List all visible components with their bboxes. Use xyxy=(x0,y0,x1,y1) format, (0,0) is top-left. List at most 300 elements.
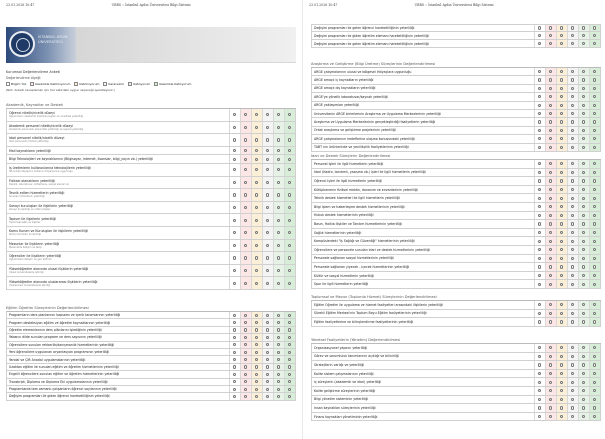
radio-icon[interactable] xyxy=(593,265,596,268)
answer-cell[interactable] xyxy=(578,186,589,194)
answer-cell[interactable] xyxy=(556,272,567,280)
answer-cell[interactable] xyxy=(262,134,273,146)
answer-cell[interactable] xyxy=(273,319,284,325)
answer-cell[interactable] xyxy=(534,404,545,412)
answer-cell[interactable] xyxy=(262,240,273,252)
radio-icon[interactable] xyxy=(549,179,552,182)
answer-cell[interactable] xyxy=(273,164,284,176)
answer-cell[interactable] xyxy=(578,68,589,75)
radio-icon[interactable] xyxy=(266,395,269,398)
radio-icon[interactable] xyxy=(255,388,258,391)
radio-icon[interactable] xyxy=(255,181,258,184)
answer-cell[interactable] xyxy=(251,155,262,163)
radio-icon[interactable] xyxy=(571,171,574,174)
radio-icon[interactable] xyxy=(266,358,269,361)
answer-cell[interactable] xyxy=(567,220,578,228)
answer-cell[interactable] xyxy=(273,134,284,146)
answer-cell[interactable] xyxy=(229,356,240,362)
radio-icon[interactable] xyxy=(593,363,596,366)
answer-cell[interactable] xyxy=(534,237,545,245)
answer-cell[interactable] xyxy=(556,127,567,134)
radio-icon[interactable] xyxy=(571,205,574,208)
answer-cell[interactable] xyxy=(273,386,284,392)
answer-cell[interactable] xyxy=(534,40,545,47)
answer-cell[interactable] xyxy=(556,144,567,151)
answer-cell[interactable] xyxy=(284,342,295,348)
radio-icon[interactable] xyxy=(560,346,563,349)
answer-cell[interactable] xyxy=(534,229,545,237)
answer-cell[interactable] xyxy=(273,379,284,385)
radio-icon[interactable] xyxy=(571,95,574,98)
answer-cell[interactable] xyxy=(240,109,251,121)
radio-icon[interactable] xyxy=(266,343,269,346)
answer-cell[interactable] xyxy=(229,312,240,318)
radio-icon[interactable] xyxy=(538,120,541,123)
radio-icon[interactable] xyxy=(560,248,563,251)
radio-icon[interactable] xyxy=(277,269,280,272)
answer-cell[interactable] xyxy=(251,277,262,289)
radio-icon[interactable] xyxy=(244,282,247,285)
answer-cell[interactable] xyxy=(545,237,556,245)
answer-cell[interactable] xyxy=(567,310,578,318)
answer-cell[interactable] xyxy=(534,93,545,100)
radio-icon[interactable] xyxy=(571,231,574,234)
answer-cell[interactable] xyxy=(545,378,556,386)
radio-icon[interactable] xyxy=(560,87,563,90)
radio-icon[interactable] xyxy=(593,188,596,191)
answer-cell[interactable] xyxy=(578,404,589,412)
answer-cell[interactable] xyxy=(545,177,556,185)
radio-icon[interactable] xyxy=(593,137,596,140)
radio-icon[interactable] xyxy=(233,244,236,247)
answer-cell[interactable] xyxy=(589,32,600,39)
radio-icon[interactable] xyxy=(266,321,269,324)
radio-icon[interactable] xyxy=(255,244,258,247)
radio-icon[interactable] xyxy=(582,104,585,107)
answer-cell[interactable] xyxy=(589,144,600,151)
radio-icon[interactable] xyxy=(582,398,585,401)
answer-cell[interactable] xyxy=(229,334,240,340)
answer-cell[interactable] xyxy=(273,214,284,226)
radio-icon[interactable] xyxy=(560,363,563,366)
answer-cell[interactable] xyxy=(284,227,295,239)
answer-cell[interactable] xyxy=(578,102,589,109)
radio-icon[interactable] xyxy=(288,113,291,116)
answer-cell[interactable] xyxy=(240,134,251,146)
answer-cell[interactable] xyxy=(556,32,567,39)
radio-icon[interactable] xyxy=(571,363,574,366)
radio-icon[interactable] xyxy=(549,355,552,358)
radio-icon[interactable] xyxy=(538,70,541,73)
answer-cell[interactable] xyxy=(545,361,556,369)
answer-cell[interactable] xyxy=(589,169,600,177)
answer-cell[interactable] xyxy=(556,301,567,309)
answer-cell[interactable] xyxy=(545,353,556,361)
answer-cell[interactable] xyxy=(262,252,273,264)
answer-cell[interactable] xyxy=(229,155,240,163)
radio-icon[interactable] xyxy=(244,193,247,196)
answer-cell[interactable] xyxy=(578,237,589,245)
answer-cell[interactable] xyxy=(589,310,600,318)
answer-cell[interactable] xyxy=(545,280,556,288)
answer-cell[interactable] xyxy=(545,135,556,142)
answer-cell[interactable] xyxy=(534,212,545,220)
answer-cell[interactable] xyxy=(567,203,578,211)
answer-cell[interactable] xyxy=(284,386,295,392)
answer-cell[interactable] xyxy=(284,214,295,226)
radio-icon[interactable] xyxy=(277,113,280,116)
answer-cell[interactable] xyxy=(273,334,284,340)
answer-cell[interactable] xyxy=(262,312,273,318)
radio-icon[interactable] xyxy=(582,42,585,45)
radio-icon[interactable] xyxy=(233,206,236,209)
radio-icon[interactable] xyxy=(593,197,596,200)
answer-cell[interactable] xyxy=(534,68,545,75)
answer-cell[interactable] xyxy=(534,378,545,386)
answer-cell[interactable] xyxy=(534,344,545,352)
answer-cell[interactable] xyxy=(545,32,556,39)
radio-icon[interactable] xyxy=(244,358,247,361)
radio-icon[interactable] xyxy=(582,120,585,123)
radio-icon[interactable] xyxy=(255,138,258,141)
radio-icon[interactable] xyxy=(582,78,585,81)
radio-icon[interactable] xyxy=(255,158,258,161)
answer-cell[interactable] xyxy=(589,263,600,271)
answer-cell[interactable] xyxy=(556,220,567,228)
radio-icon[interactable] xyxy=(233,181,236,184)
radio-icon[interactable] xyxy=(582,112,585,115)
radio-icon[interactable] xyxy=(288,328,291,331)
answer-cell[interactable] xyxy=(545,25,556,31)
answer-cell[interactable] xyxy=(534,110,545,117)
radio-icon[interactable] xyxy=(288,321,291,324)
radio-icon[interactable] xyxy=(549,283,552,286)
answer-cell[interactable] xyxy=(545,102,556,109)
radio-icon[interactable] xyxy=(593,274,596,277)
radio-icon[interactable] xyxy=(582,312,585,315)
answer-cell[interactable] xyxy=(567,318,578,326)
answer-cell[interactable] xyxy=(229,109,240,121)
radio-icon[interactable] xyxy=(266,158,269,161)
answer-cell[interactable] xyxy=(534,301,545,309)
radio-icon[interactable] xyxy=(266,328,269,331)
radio-icon[interactable] xyxy=(593,415,596,418)
answer-cell[interactable] xyxy=(534,220,545,228)
answer-cell[interactable] xyxy=(589,413,600,421)
answer-cell[interactable] xyxy=(556,160,567,168)
answer-cell[interactable] xyxy=(578,25,589,31)
answer-cell[interactable] xyxy=(578,344,589,352)
radio-icon[interactable] xyxy=(277,282,280,285)
answer-cell[interactable] xyxy=(545,301,556,309)
answer-cell[interactable] xyxy=(545,118,556,125)
answer-cell[interactable] xyxy=(251,342,262,348)
radio-icon[interactable] xyxy=(277,168,280,171)
radio-icon[interactable] xyxy=(277,219,280,222)
radio-icon[interactable] xyxy=(277,373,280,376)
radio-icon[interactable] xyxy=(593,406,596,409)
radio-icon[interactable] xyxy=(288,231,291,234)
answer-cell[interactable] xyxy=(578,353,589,361)
radio-icon[interactable] xyxy=(549,34,552,37)
radio-icon[interactable] xyxy=(549,312,552,315)
radio-icon[interactable] xyxy=(549,346,552,349)
answer-cell[interactable] xyxy=(251,379,262,385)
answer-cell[interactable] xyxy=(273,155,284,163)
answer-cell[interactable] xyxy=(589,160,600,168)
answer-cell[interactable] xyxy=(545,413,556,421)
radio-icon[interactable] xyxy=(538,231,541,234)
radio-icon[interactable] xyxy=(233,343,236,346)
answer-cell[interactable] xyxy=(229,227,240,239)
radio-icon[interactable] xyxy=(593,120,596,123)
radio-icon[interactable] xyxy=(549,112,552,115)
radio-icon[interactable] xyxy=(233,256,236,259)
answer-cell[interactable] xyxy=(589,203,600,211)
radio-icon[interactable] xyxy=(277,256,280,259)
radio-icon[interactable] xyxy=(266,219,269,222)
answer-cell[interactable] xyxy=(556,370,567,378)
radio-icon[interactable] xyxy=(538,188,541,191)
radio-icon[interactable] xyxy=(549,188,552,191)
radio-icon[interactable] xyxy=(571,346,574,349)
answer-cell[interactable] xyxy=(578,301,589,309)
answer-cell[interactable] xyxy=(567,169,578,177)
answer-cell[interactable] xyxy=(556,378,567,386)
answer-cell[interactable] xyxy=(545,203,556,211)
answer-cell[interactable] xyxy=(567,387,578,395)
answer-cell[interactable] xyxy=(567,194,578,202)
answer-cell[interactable] xyxy=(556,212,567,220)
answer-cell[interactable] xyxy=(534,361,545,369)
radio-icon[interactable] xyxy=(233,138,236,141)
radio-icon[interactable] xyxy=(244,126,247,129)
answer-cell[interactable] xyxy=(578,255,589,263)
answer-cell[interactable] xyxy=(240,122,251,134)
radio-icon[interactable] xyxy=(288,380,291,383)
radio-icon[interactable] xyxy=(549,381,552,384)
answer-cell[interactable] xyxy=(556,361,567,369)
radio-icon[interactable] xyxy=(288,314,291,317)
radio-icon[interactable] xyxy=(255,358,258,361)
answer-cell[interactable] xyxy=(578,272,589,280)
radio-icon[interactable] xyxy=(538,95,541,98)
radio-icon[interactable] xyxy=(582,214,585,217)
answer-cell[interactable] xyxy=(229,147,240,155)
answer-cell[interactable] xyxy=(567,263,578,271)
radio-icon[interactable] xyxy=(582,415,585,418)
radio-icon[interactable] xyxy=(244,219,247,222)
radio-icon[interactable] xyxy=(571,265,574,268)
radio-icon[interactable] xyxy=(538,363,541,366)
radio-icon[interactable] xyxy=(582,95,585,98)
radio-icon[interactable] xyxy=(244,231,247,234)
answer-cell[interactable] xyxy=(534,144,545,151)
answer-cell[interactable] xyxy=(240,342,251,348)
radio-icon[interactable] xyxy=(255,328,258,331)
answer-cell[interactable] xyxy=(284,109,295,121)
radio-icon[interactable] xyxy=(593,146,596,149)
answer-cell[interactable] xyxy=(534,396,545,404)
radio-icon[interactable] xyxy=(538,222,541,225)
radio-icon[interactable] xyxy=(560,320,563,323)
answer-cell[interactable] xyxy=(589,177,600,185)
answer-cell[interactable] xyxy=(251,189,262,201)
radio-icon[interactable] xyxy=(244,314,247,317)
answer-cell[interactable] xyxy=(567,378,578,386)
radio-icon[interactable] xyxy=(255,149,258,152)
answer-cell[interactable] xyxy=(284,277,295,289)
radio-icon[interactable] xyxy=(538,248,541,251)
radio-icon[interactable] xyxy=(582,274,585,277)
answer-cell[interactable] xyxy=(545,85,556,92)
answer-cell[interactable] xyxy=(545,246,556,254)
answer-cell[interactable] xyxy=(262,371,273,377)
answer-cell[interactable] xyxy=(229,342,240,348)
radio-icon[interactable] xyxy=(255,373,258,376)
radio-icon[interactable] xyxy=(582,240,585,243)
answer-cell[interactable] xyxy=(262,277,273,289)
radio-icon[interactable] xyxy=(582,162,585,165)
radio-icon[interactable] xyxy=(233,149,236,152)
radio-icon[interactable] xyxy=(593,26,596,29)
answer-cell[interactable] xyxy=(556,85,567,92)
radio-icon[interactable] xyxy=(571,257,574,260)
radio-icon[interactable] xyxy=(538,415,541,418)
answer-cell[interactable] xyxy=(567,118,578,125)
answer-cell[interactable] xyxy=(545,127,556,134)
radio-icon[interactable] xyxy=(582,372,585,375)
radio-icon[interactable] xyxy=(593,346,596,349)
radio-icon[interactable] xyxy=(255,321,258,324)
radio-icon[interactable] xyxy=(560,381,563,384)
radio-icon[interactable] xyxy=(560,389,563,392)
answer-cell[interactable] xyxy=(534,85,545,92)
radio-icon[interactable] xyxy=(233,388,236,391)
answer-cell[interactable] xyxy=(262,265,273,277)
answer-cell[interactable] xyxy=(229,386,240,392)
answer-cell[interactable] xyxy=(262,386,273,392)
radio-icon[interactable] xyxy=(582,146,585,149)
radio-icon[interactable] xyxy=(582,34,585,37)
radio-icon[interactable] xyxy=(593,283,596,286)
radio-icon[interactable] xyxy=(538,320,541,323)
radio-icon[interactable] xyxy=(277,365,280,368)
radio-icon[interactable] xyxy=(560,265,563,268)
answer-cell[interactable] xyxy=(578,203,589,211)
radio-icon[interactable] xyxy=(571,398,574,401)
radio-icon[interactable] xyxy=(571,312,574,315)
answer-cell[interactable] xyxy=(229,122,240,134)
radio-icon[interactable] xyxy=(593,95,596,98)
answer-cell[interactable] xyxy=(589,255,600,263)
radio-icon[interactable] xyxy=(582,197,585,200)
answer-cell[interactable] xyxy=(534,246,545,254)
radio-icon[interactable] xyxy=(593,112,596,115)
answer-cell[interactable] xyxy=(240,277,251,289)
answer-cell[interactable] xyxy=(578,318,589,326)
answer-cell[interactable] xyxy=(589,102,600,109)
radio-icon[interactable] xyxy=(571,197,574,200)
answer-cell[interactable] xyxy=(251,386,262,392)
radio-icon[interactable] xyxy=(266,282,269,285)
radio-icon[interactable] xyxy=(593,312,596,315)
answer-cell[interactable] xyxy=(262,155,273,163)
radio-icon[interactable] xyxy=(593,34,596,37)
answer-cell[interactable] xyxy=(556,169,567,177)
radio-icon[interactable] xyxy=(538,312,541,315)
answer-cell[interactable] xyxy=(534,280,545,288)
answer-cell[interactable] xyxy=(545,370,556,378)
radio-icon[interactable] xyxy=(593,129,596,132)
answer-cell[interactable] xyxy=(567,212,578,220)
answer-cell[interactable] xyxy=(240,189,251,201)
answer-cell[interactable] xyxy=(556,318,567,326)
radio-icon[interactable] xyxy=(266,314,269,317)
answer-cell[interactable] xyxy=(229,349,240,355)
radio-icon[interactable] xyxy=(277,358,280,361)
radio-icon[interactable] xyxy=(593,222,596,225)
radio-icon[interactable] xyxy=(560,231,563,234)
radio-icon[interactable] xyxy=(233,126,236,129)
radio-icon[interactable] xyxy=(549,257,552,260)
answer-cell[interactable] xyxy=(545,144,556,151)
answer-cell[interactable] xyxy=(262,342,273,348)
answer-cell[interactable] xyxy=(240,252,251,264)
answer-cell[interactable] xyxy=(534,318,545,326)
radio-icon[interactable] xyxy=(571,70,574,73)
radio-icon[interactable] xyxy=(560,120,563,123)
radio-icon[interactable] xyxy=(277,158,280,161)
answer-cell[interactable] xyxy=(567,255,578,263)
answer-cell[interactable] xyxy=(262,147,273,155)
answer-cell[interactable] xyxy=(545,404,556,412)
radio-icon[interactable] xyxy=(244,181,247,184)
answer-cell[interactable] xyxy=(284,379,295,385)
radio-icon[interactable] xyxy=(244,388,247,391)
answer-cell[interactable] xyxy=(545,344,556,352)
radio-icon[interactable] xyxy=(244,149,247,152)
radio-icon[interactable] xyxy=(233,193,236,196)
radio-icon[interactable] xyxy=(538,78,541,81)
radio-icon[interactable] xyxy=(266,206,269,209)
answer-cell[interactable] xyxy=(556,40,567,47)
answer-cell[interactable] xyxy=(262,327,273,333)
answer-cell[interactable] xyxy=(556,263,567,271)
radio-icon[interactable] xyxy=(255,380,258,383)
radio-icon[interactable] xyxy=(288,193,291,196)
answer-cell[interactable] xyxy=(589,40,600,47)
answer-cell[interactable] xyxy=(534,255,545,263)
answer-cell[interactable] xyxy=(273,122,284,134)
radio-icon[interactable] xyxy=(244,206,247,209)
radio-icon[interactable] xyxy=(288,181,291,184)
radio-icon[interactable] xyxy=(571,179,574,182)
answer-cell[interactable] xyxy=(556,177,567,185)
answer-cell[interactable] xyxy=(567,135,578,142)
radio-icon[interactable] xyxy=(593,162,596,165)
radio-icon[interactable] xyxy=(538,162,541,165)
radio-icon[interactable] xyxy=(549,95,552,98)
answer-cell[interactable] xyxy=(273,356,284,362)
radio-icon[interactable] xyxy=(582,137,585,140)
radio-icon[interactable] xyxy=(277,231,280,234)
answer-cell[interactable] xyxy=(578,413,589,421)
answer-cell[interactable] xyxy=(229,134,240,146)
answer-cell[interactable] xyxy=(589,280,600,288)
answer-cell[interactable] xyxy=(251,327,262,333)
radio-icon[interactable] xyxy=(255,193,258,196)
